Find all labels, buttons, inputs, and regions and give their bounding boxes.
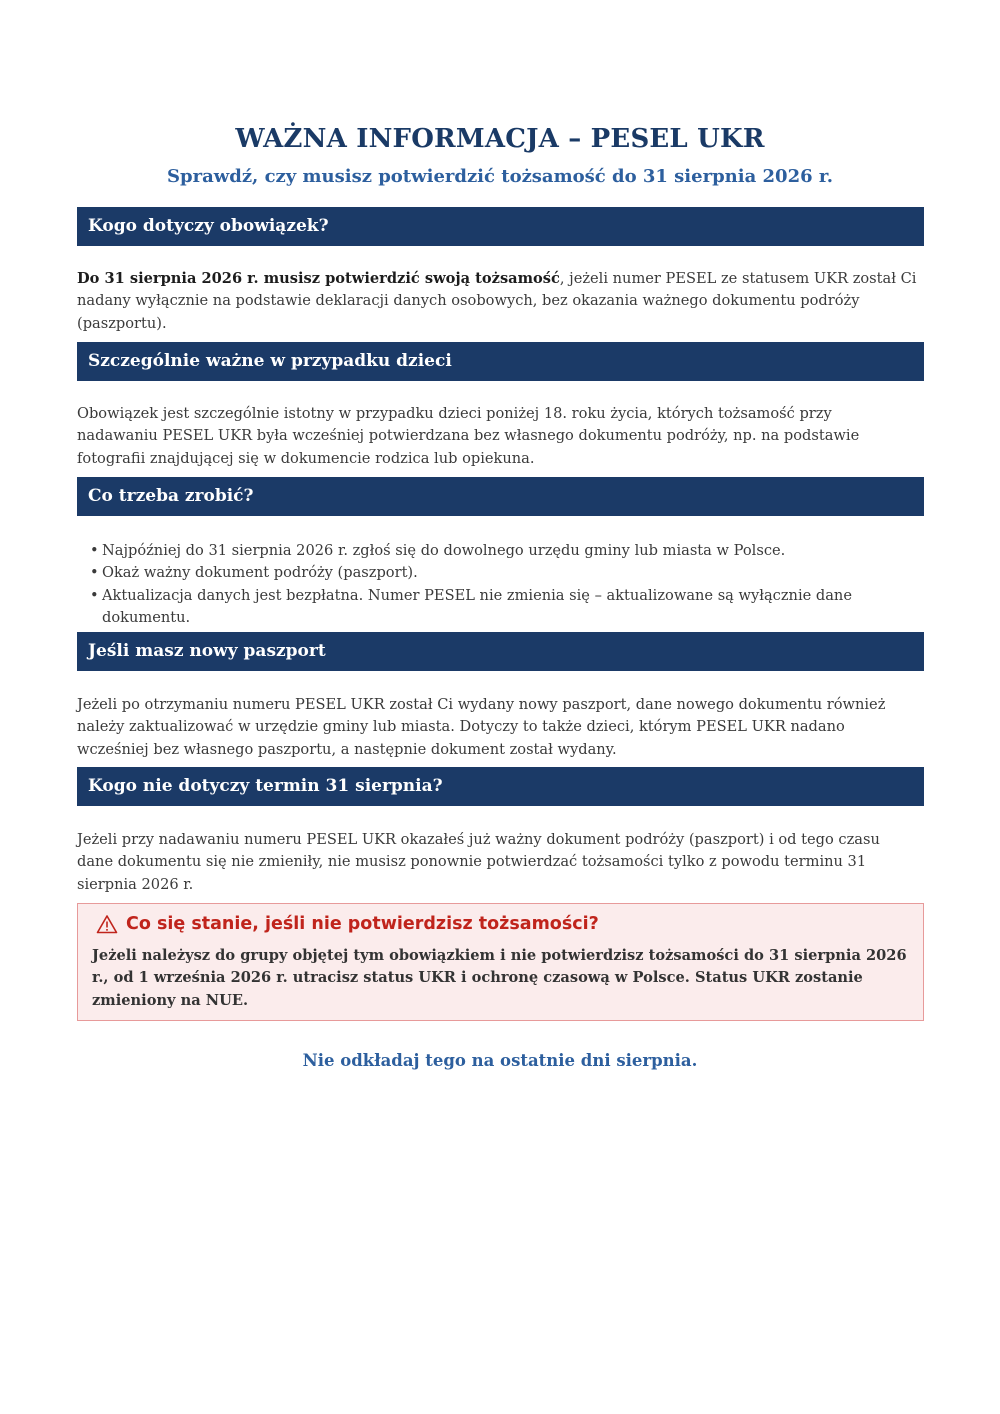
section-heading-kogo-dotyczy: Kogo dotyczy obowiązek? bbox=[77, 207, 924, 246]
list-item bbox=[77, 540, 917, 562]
list-item-text: Okaż ważny dokument podróży (paszport). bbox=[102, 564, 418, 582]
warning-title-text: Co się stanie, jeśli nie potwierdzisz tożsamości? bbox=[126, 914, 599, 934]
todo-list bbox=[77, 540, 917, 629]
footer-note: Nie odkładaj tego na ostatnie dni sierpnia. bbox=[302, 1051, 698, 1070]
list-item-text: Aktualizacja danych jest bezpłatna. Numer PESEL nie zmienia się – aktualizowane są wyłącznie dane dokumentu. bbox=[102, 586, 852, 626]
list-item-text: Najpóźniej do 31 sierpnia 2026 r. zgłoś się do dowolnego urzędu gminy lub miasta w Polsce. bbox=[102, 542, 786, 559]
section-text-nowy-paszport: Jeżeli po otrzymaniu numeru PESEL UKR został Ci wydany nowy paszport, dane nowego dokumentu również należy zaktualizować w urzędzie gminy lub miasta. Dotyczy to także dzieci, którym PESEL UKR nadano wcześniej bez własnego paszportu, a następnie dokument został wydany. bbox=[77, 696, 886, 758]
list-item bbox=[77, 585, 917, 630]
bullet-icon: • bbox=[90, 542, 99, 559]
section-heading-dzieci: Szczególnie ważne w przypadku dzieci bbox=[77, 342, 924, 381]
section-heading-nowy-paszport: Jeśli masz nowy paszport bbox=[77, 632, 924, 671]
section-text-dzieci: Obowiązek jest szczególnie istotny w przypadku dzieci poniżej 18. roku życia, których tożsamość przy nadawaniu PESEL UKR była wcześniej potwierdzana bez własnego dokumentu podróży, np. na podstawie fotografii znajdującej się w dokumencie rodzica lub opiekuna. bbox=[77, 405, 860, 467]
page-title: WAŻNA INFORMACJA – PESEL UKR bbox=[235, 124, 765, 154]
page-subtitle: Sprawdź, czy musisz potwierdzić tożsamość do 31 sierpnia 2026 r. bbox=[167, 166, 833, 187]
section-text-rest: , jeżeli numer PESEL ze statusem UKR został Ci nadany wyłącznie na podstawie deklaracji danych osobowych, bez okazania ważnego dokumentu podróży (paszportu). bbox=[77, 270, 917, 332]
section-text-bold: Do 31 sierpnia 2026 r. musisz potwierdzić swoją tożsamość bbox=[77, 270, 560, 287]
warning-box bbox=[77, 903, 924, 1021]
warning-triangle-icon bbox=[96, 914, 118, 934]
section-heading-co-zrobic: Co trzeba zrobić? bbox=[77, 477, 924, 516]
warning-text: Jeżeli należysz do grupy objętej tym obowiązkiem i nie potwierdzisz tożsamości do 31 sierpnia 2026 r., od 1 września 2026 r. utracisz status UKR i ochronę czasową w Polsce. Status UKR zostanie zmieniony na NUE. bbox=[92, 947, 907, 1009]
section-heading-nie-dotyczy: Kogo nie dotyczy termin 31 sierpnia? bbox=[77, 767, 924, 806]
section-text-nie-dotyczy: Jeżeli przy nadawaniu numeru PESEL UKR okazałeś już ważny dokument podróży (paszport) i od tego czasu dane dokumentu się nie zmieniły, nie musisz ponownie potwierdzać tożsamości tylko z powodu terminu 31 sierpnia 2026 r. bbox=[77, 831, 880, 893]
section-text-kogo-dotyczy bbox=[77, 268, 917, 335]
warning-title bbox=[96, 914, 599, 934]
list-item bbox=[77, 562, 917, 584]
bullet-icon: • bbox=[90, 586, 99, 604]
bullet-icon: • bbox=[90, 564, 99, 582]
